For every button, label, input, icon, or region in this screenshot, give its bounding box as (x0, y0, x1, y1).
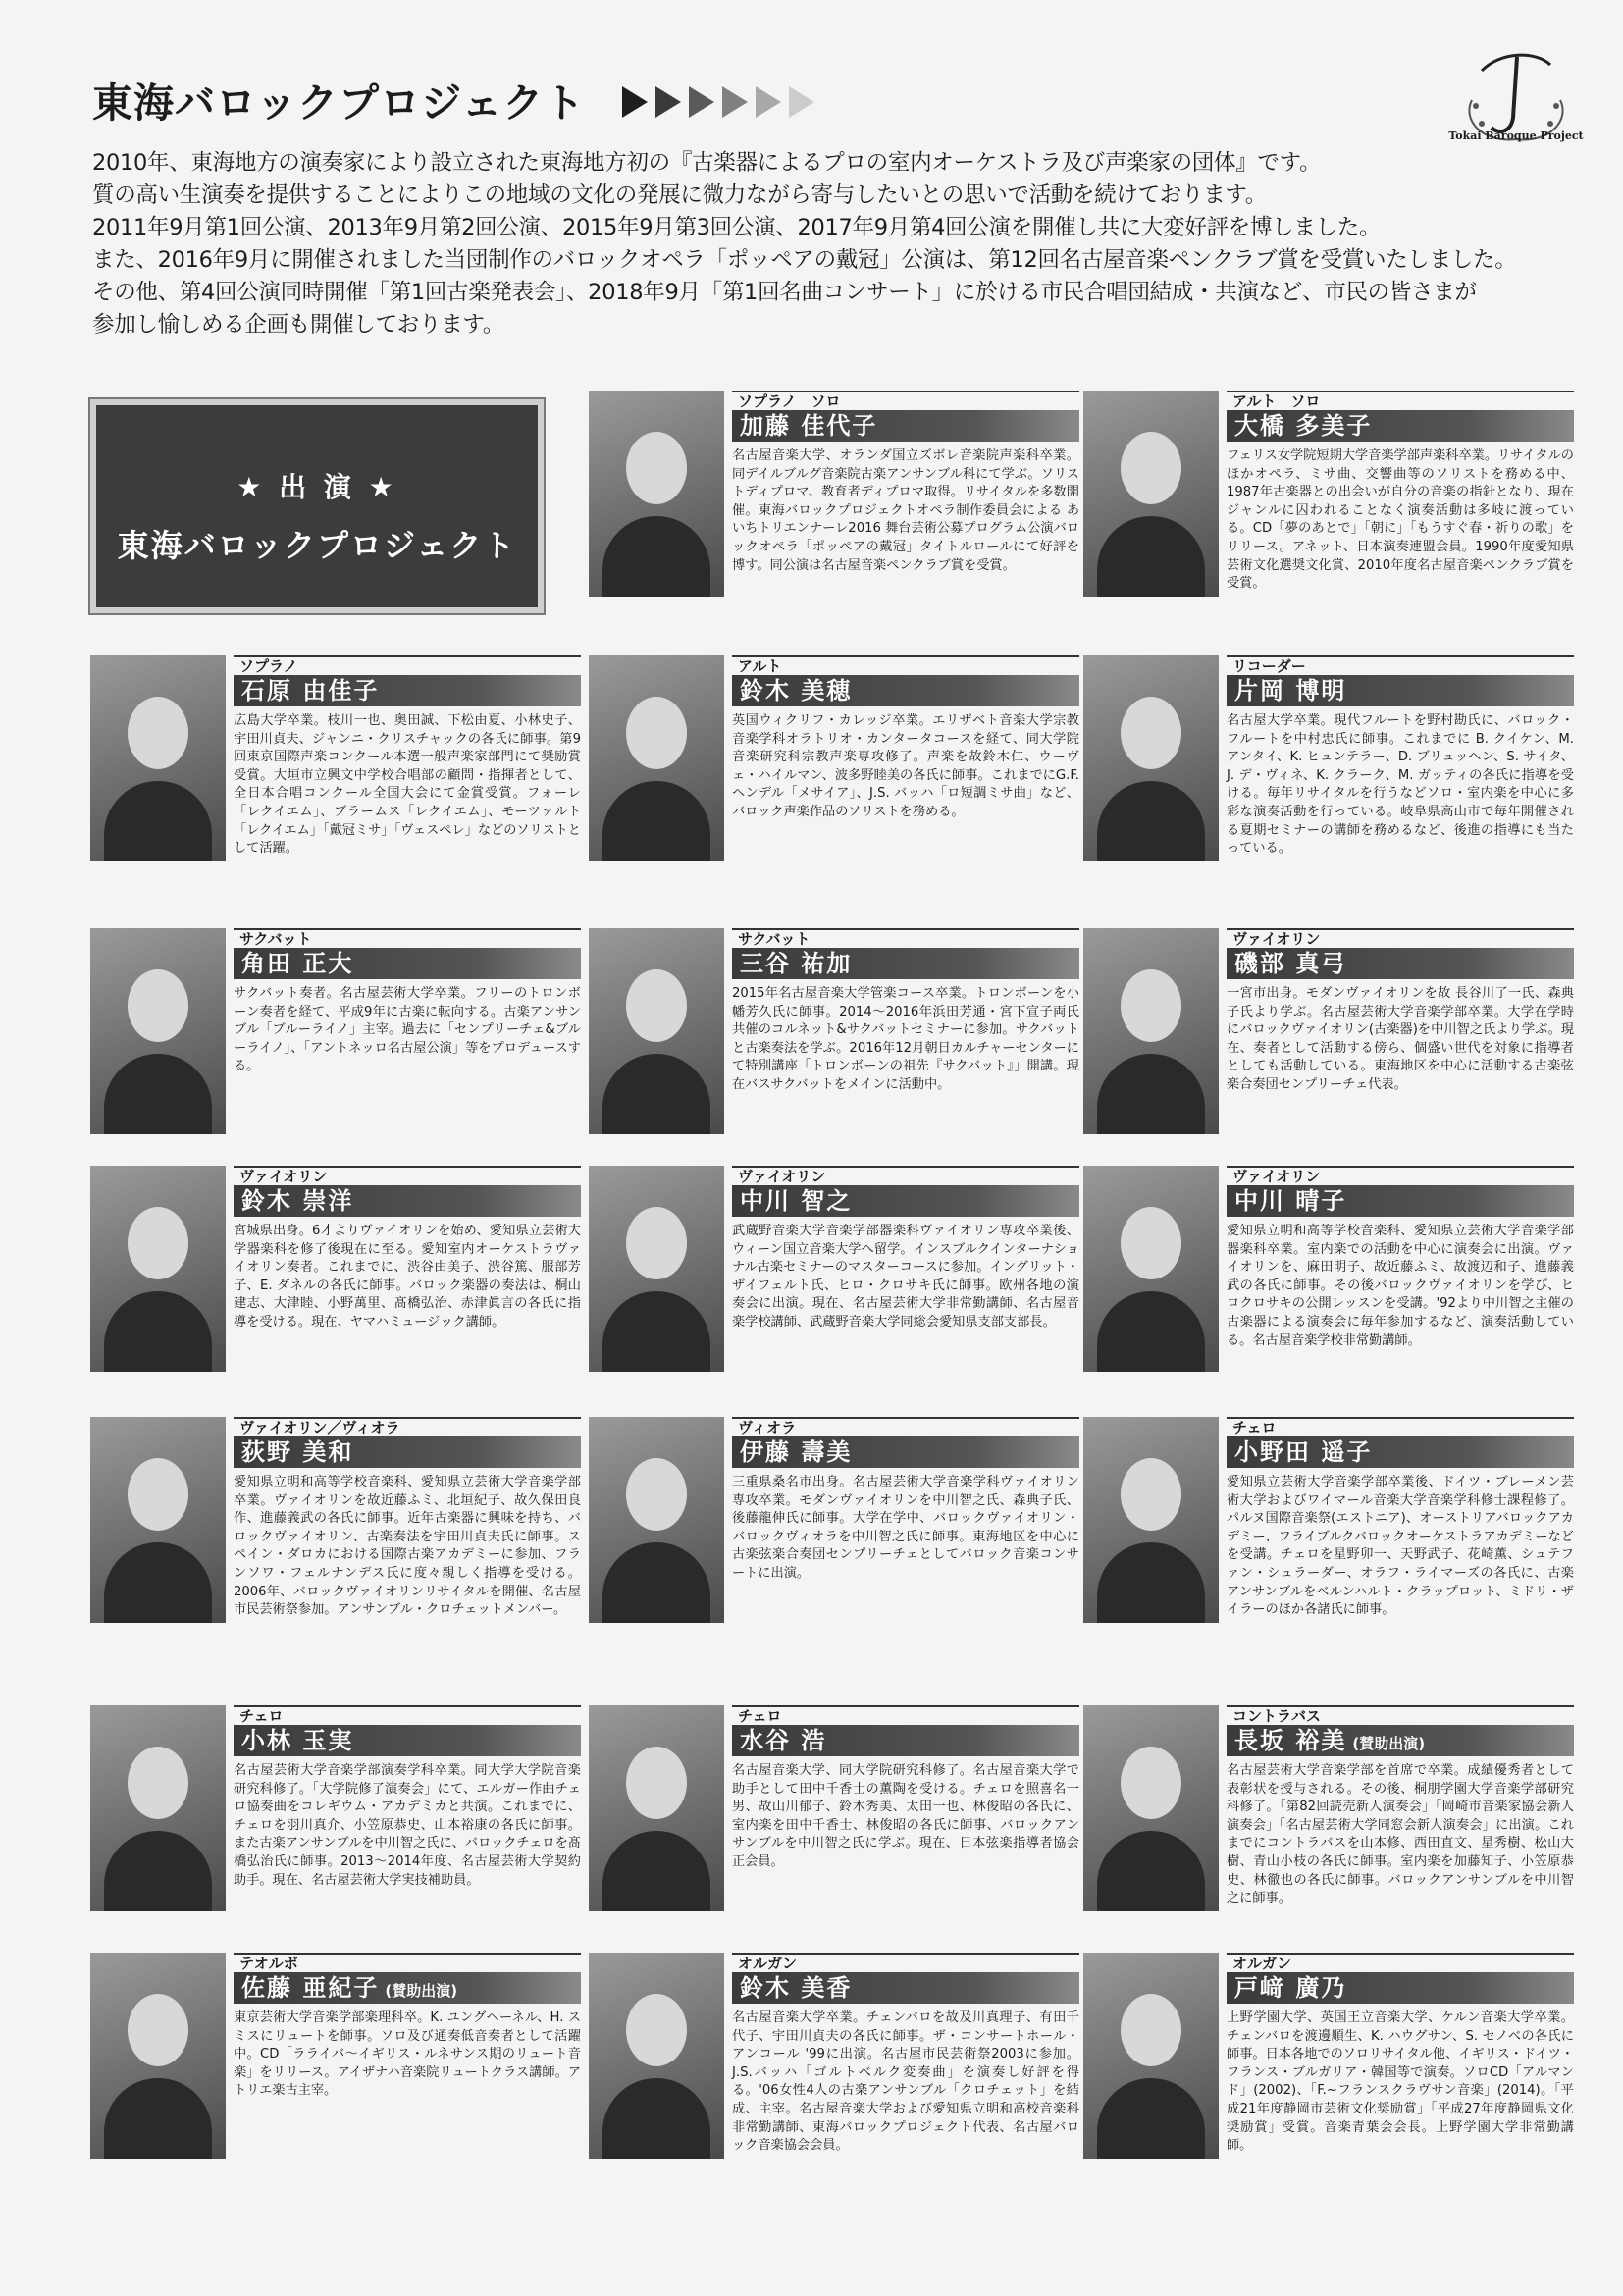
arrow-2-icon (655, 86, 681, 118)
performer-role: チェロ (732, 1705, 1079, 1723)
performer-name: 荻野 美和 (241, 1438, 354, 1466)
performer-bio-text: 名古屋音楽大学、同大学院研究科修了。名古屋音楽大学で助手として田中千香士の薫陶を受ける。チェロを照喜名一男、故山川郁子、鈴木秀美、太田一也、林俊昭の各氏に、室内楽を田中千香士、林俊昭の各氏に師事、バロックアンサンブルを中川智之氏に学ぶ。現在、日本弦楽指導者協会正会員。 (732, 1763, 1079, 1869)
performer-name: 鈴木 美穂 (740, 677, 853, 704)
performer-name-bar (234, 1436, 581, 1468)
performer-bio (589, 447, 1079, 597)
performer-name-bar (1227, 1436, 1574, 1468)
performer-role: オルガン (732, 1953, 1079, 1970)
profile-card (589, 655, 1079, 889)
performer-bio-text: 愛知県立明和高等学校音楽科、愛知県立芸術大学音楽学部器楽科卒業。室内楽での活動を中心に演奏会に出演。ヴァイオリンを、麻田明子、故近藤ふミ、故渡辺和子、進藤義武の各氏に師事。その後バロックヴァイオリンを学び、ヒロクロサキの公開レッスンを受講。'92より中川智之主催の古楽器による演奏会に毎年参加するなど、演奏活動している。名古屋音楽学校非常勤講師。 (1227, 1224, 1574, 1348)
profile-card (90, 1166, 581, 1399)
performer-bio (1083, 1474, 1574, 1623)
profile-card (589, 928, 1079, 1162)
profile-card (589, 1166, 1079, 1399)
performer-name: 小林 玉実 (241, 1727, 354, 1754)
performer-bio (589, 2009, 1079, 2159)
performer-name-bar (1227, 1972, 1574, 2004)
performer-role: サクバット (732, 928, 1079, 946)
performer-name-bar (234, 1725, 581, 1756)
performer-role: ヴィオラ (732, 1417, 1079, 1435)
performer-name: 水谷 浩 (740, 1727, 827, 1754)
performer-bio-text: 名古屋大学卒業。現代フルートを野村勘氏に、バロック・フルートを中村忠氏に師事。これまでに B. クイケン、M. アンタイ、K. ヒュンテラー、D. ブリュッヘン、S. サイタ、J. デ・ヴィネ、K. クラーク、M. ガッティの各氏に指導を受ける。毎年リサイタルを行うなどソロ・室内楽を中心に多彩な演奏活動を行っている。岐阜県高山市で毎年開催される夏期セミナーの講師を務めるなど、後進の指導にも当たっている。 (1227, 713, 1574, 857)
performer-bio (90, 985, 581, 1134)
performer-name-bar (732, 1436, 1079, 1468)
performer-name: 佐藤 亜紀子 (241, 1974, 380, 2002)
arrow-4-icon (722, 86, 748, 118)
performer-bio (1083, 1762, 1574, 1911)
intro-line: その他、第4回公演同時開催「第1回古楽発表会」、2018年9月「第1回名曲コンサート」に於ける市民合唱団結成・共演など、市民の皆さまが (92, 280, 1477, 305)
performer-role: オルガン (1227, 1953, 1574, 1970)
performer-name-bar (732, 1725, 1079, 1756)
profile-card (589, 391, 1079, 624)
performer-name: 加藤 佳代子 (740, 412, 878, 440)
performer-name-bar (1227, 675, 1574, 706)
profile-card (589, 1705, 1079, 1939)
performer-name: 中川 晴子 (1234, 1187, 1347, 1215)
performer-name: 片岡 博明 (1234, 677, 1347, 704)
performer-name: 鈴木 崇洋 (241, 1187, 354, 1215)
profile-card (589, 1953, 1079, 2186)
performer-role: ソプラノ (234, 655, 581, 673)
performer-name: 三谷 祐加 (740, 950, 853, 977)
arrow-6-icon (789, 86, 814, 118)
performer-name-bar (1227, 948, 1574, 979)
profile-card (589, 1417, 1079, 1650)
performer-name-bar (732, 1972, 1079, 2004)
performer-name-bar (732, 1185, 1079, 1217)
performer-bio (589, 985, 1079, 1134)
performer-bio-text: 英国ウィクリフ・カレッジ卒業。エリザベト音楽大学宗教音楽学科オラトリオ・カンタータコースを経て、同大学院音楽研究科宗教声楽専攻修了。声楽を故鈴木仁、ウーヴェ・ハイルマン、波多野睦美の各氏に師事。これまでにG.F. ヘンデル「メサイア」、J.S. バッハ「ロ短調ミサ曲」など、バロック声楽作品のソリストを務める。 (732, 713, 1079, 819)
intro-line: 参加し愉しめる企画も開催しております。 (92, 312, 505, 338)
performer-role: アルト (732, 655, 1079, 673)
performer-name-bar (1227, 410, 1574, 442)
performer-bio (1083, 2009, 1574, 2159)
performer-name-bar (1227, 1725, 1574, 1756)
profile-card (1083, 655, 1574, 889)
cast-heading: ★ 出 演 ★ (236, 471, 397, 503)
performer-bio (90, 1762, 581, 1911)
performer-bio-text: 宮城県出身。6才よりヴァイオリンを始め、愛知県立芸術大学器楽科を修了後現在に至る。愛知室内オーケストラヴァイオリン奏者。これまでに、渋谷由美子、渋谷篤、服部芳子、E. ダネルの各氏に師事。バロック楽器の奏法は、桐山建志、大津睦、小野萬里、髙橋弘治、赤津眞言の各氏に指導を受ける。現在、ヤマハミュージック講師。 (234, 1224, 581, 1330)
performer-note: (賛助出演) (385, 1982, 458, 2000)
performer-name-bar (732, 948, 1079, 979)
intro-line: 質の高い生演奏を提供することによりこの地域の文化の発展に微力ながら寄与したいとの思いで活動を続けております。 (92, 183, 1268, 208)
performer-name: 角田 正大 (241, 950, 354, 977)
performer-name-bar (234, 1972, 581, 2004)
cast-box (90, 399, 544, 613)
performer-role: リコーダー (1227, 655, 1574, 673)
performer-bio (1083, 447, 1574, 597)
arrow-3-icon (689, 86, 714, 118)
performer-name-bar (234, 948, 581, 979)
performer-bio-text: 2015年名古屋音楽大学管楽コース卒業。トロンボーンを小幡芳久氏に師事。2014～2016年浜田芳通・宮下宣子両氏共催のコルネット&サクバットセミナーに参加。サクバットと古楽奏法を学ぶ。2016年12月朝日カルチャーセンターにて特別講座「トロンボーンの祖先『サクバット』」開講。現在バスサクバットをメインに活動中。 (732, 986, 1079, 1092)
performer-bio-text: 名古屋芸術大学音楽学部演奏学科卒業。同大学大学院音楽研究科修了。「大学院修了演奏会」にて、エルガー作曲チェロ協奏曲をコレギウム・アカデミカと共演。これまでに、チェロを羽川真介、小笠原恭史、山本裕康の各氏に師事。また古楽アンサンブルを中川智之氏に、バロックチェロを髙橋弘治氏に師事。2013～2014年度、名古屋芸術大学契約助手。現在、名古屋芸術大学実技補助員。 (234, 1763, 581, 1888)
performer-note: (賛助出演) (1352, 1735, 1426, 1752)
performer-name: 戸﨑 廣乃 (1234, 1974, 1347, 2002)
performer-name: 長坂 裕美 (1234, 1727, 1347, 1754)
intro-line: 2010年、東海地方の演奏家により設立された東海地方初の『古楽器によるプロの室内オーケストラ及び声楽家の団体』です。 (92, 150, 1322, 176)
performer-bio (589, 1474, 1079, 1623)
performer-name: 磯部 真弓 (1234, 950, 1347, 977)
performer-role: ヴァイオリン (234, 1166, 581, 1183)
profile-card (90, 1417, 581, 1650)
page-title: 東海バロックプロジェクト (92, 79, 586, 127)
profile-card (1083, 1953, 1574, 2186)
cast-group-name: 東海バロックプロジェクト (117, 527, 517, 564)
performer-name: 鈴木 美香 (740, 1974, 853, 2002)
performer-bio (589, 712, 1079, 861)
performer-role: チェロ (1227, 1417, 1574, 1435)
performer-role: ソプラノ ソロ (732, 391, 1079, 408)
performer-bio-text: 東京芸術大学音楽学部楽理科卒。K. ユングヘーネル、H. スミスにリュートを師事。ソロ及び通奏低音奏者として活躍中。CD「ラライバ～イギリス・ルネサンス期のリュート音楽」をリリース。アイザナハ音楽院リュートクラス講師。アトリエ楽古主宰。 (234, 2010, 581, 2099)
arrow-1-icon (622, 86, 648, 118)
performer-name: 大橋 多美子 (1234, 412, 1373, 440)
profile-card (1083, 1417, 1574, 1650)
performer-name: 伊藤 壽美 (740, 1438, 853, 1466)
performer-role: アルト ソロ (1227, 391, 1574, 408)
performer-bio (90, 712, 581, 861)
performer-bio (589, 1223, 1079, 1372)
performer-bio-text: 武蔵野音楽大学音楽学部器楽科ヴァイオリン専攻卒業後、ウィーン国立音楽大学へ留学。インスブルクインターナショナル古楽セミナーのマスターコースに参加。イングリット・ザイフェルト氏、ヒロ・クロサキ氏に師事。欧州各地の演奏会に出演。現在、名古屋芸術大学非常勤講師、名古屋音楽学校講師、武蔵野音楽大学同総会愛知県支部支部長。 (732, 1224, 1079, 1330)
performer-name: 石原 由佳子 (241, 677, 380, 704)
performer-name: 小野田 遥子 (1234, 1438, 1373, 1466)
arrow-decoration (622, 82, 838, 122)
profile-card (1083, 928, 1574, 1162)
performer-bio-text: 愛知県立明和高等学校音楽科、愛知県立芸術大学音楽学部卒業。ヴァイオリンを故近藤ふミ、北垣紀子、故久保田良作、進藤義武の各氏に師事。近年古楽器に興味を持ち、バロックヴァイオリン、古楽奏法を宇田川貞夫氏に師事。スペイン・ダロカにおける国際古楽アカデミーに参加、フランソワ・フェルナンデス氏に度々親しく指導を受ける。2006年、バロックヴァイオリンリサイタルを開催、名古屋市民芸術祭参加。アンサンブル・クロチェットメンバー。 (234, 1475, 581, 1618)
performer-role: ヴァイオリン (1227, 928, 1574, 946)
performer-role: テオルボ (234, 1953, 581, 1970)
performer-bio-text: フェリス女学院短期大学音楽学部声楽科卒業。リサイタルのほかオペラ、ミサ曲、交響曲等のソリストを務める中、1987年古楽器との出会いが自分の音楽の指針となり、現在ジャンルに囚われることなく演奏活動は多岐に渡っている。CD「夢のあとで」「朝に」「もうすぐ春・祈りの歌」をリリース。アネット、日本演奏連盟会員。1990年度愛知県芸術文化選奨文化賞、2010年度名古屋音楽ペンクラブ賞を受賞。 (1227, 448, 1574, 592)
logo-caption: Tokai Baroque Project (1448, 130, 1584, 142)
performer-role: ヴァイオリン／ヴィオラ (234, 1417, 581, 1435)
profile-card (90, 1705, 581, 1939)
profile-card (1083, 391, 1574, 624)
profile-card (90, 1953, 581, 2186)
performer-bio-text: 愛知県立芸術大学音楽学部卒業後、ドイツ・ブレーメン芸術大学およびワイマール音楽大学音楽学科修士課程修了。パルヌ国際音楽祭(エストニア)、オーストリアバロックアカデミー、フライブルクバロックオーケストラアカデミーなどを受講。チェロを星野卯一、天野武子、花崎薫、シュテファン・シュラーダー、オラフ・ライマーズの各氏に、古楽アンサンブルをベルンハルト・クラップロット、ミドリ・ザイラーのほか各諸氏に師事。 (1227, 1475, 1574, 1618)
profile-card (90, 928, 581, 1162)
performer-bio (1083, 712, 1574, 861)
profile-card (1083, 1166, 1574, 1399)
performer-bio-text: 上野学園大学、英国王立音楽大学、ケルン音楽大学卒業。チェンバロを渡邊順生、K. ハウグサン、S. セノベの各氏に師事。日本各地でのソロリサイタル他、イギリス・ドイツ・フランス・ブルガリア・韓国等で演奏。ソロCD「アルマンド」(2002)、「F.~フランスクラヴサン音楽」(2014)。「平成21年度静岡市芸術文化奨励賞」「平成27年度静岡県文化奨励賞」受賞。音楽青葉会会長。上野学園大学非常勤講師。 (1227, 2010, 1574, 2154)
performer-bio (90, 1223, 581, 1372)
profile-card (1083, 1705, 1574, 1939)
performer-bio-text: 三重県桑名市出身。名古屋芸術大学音楽学科ヴァイオリン専攻卒業。モダンヴァイオリンを中川智之氏、森典子氏、後藤龍伸氏に師事。大学在学中、バロックヴァイオリン・バロックヴィオラを中川智之氏に師事。東海地区を中心に古楽弦楽合奏団センプリーチェとしてバロック音楽コンサートに出演。 (732, 1475, 1079, 1581)
intro-line: また、2016年9月に開催されました当団制作のバロックオペラ「ポッペアの戴冠」公演は、第12回名古屋音楽ペンクラブ賞を受賞いたしました。 (92, 247, 1517, 273)
performer-name: 中川 智之 (740, 1187, 853, 1215)
performer-bio-text: サクバット奏者。名古屋芸術大学卒業。フリーのトロンボーン奏者を経て、平成9年に古楽に転向する。古楽アンサンブル「ブルーライノ」主宰。過去に「センプリーチェ&ブルーライノ」、「アントネッロ名古屋公演」等をプロデュースする。 (234, 986, 581, 1074)
intro-line: 2011年9月第1回公演、2013年9月第2回公演、2015年9月第3回公演、2017年9月第4回公演を開催し共に大変好評を博しました。 (92, 215, 1382, 240)
performer-bio-text: 名古屋芸術大学音楽学部を首席で卒業。成績優秀者として表彰状を授与される。その後、桐朋学園大学音楽学部研究科修了。「第82回読売新人演奏会」「岡崎市音楽家協会新人演奏会」「名古屋芸術大学同窓会新人演奏会」に出演。これまでにコントラバスを山本修、西田直文、星秀樹、松山大樹、青山小枝の各氏に師事。室内楽を加藤知子、小笠原恭史、林徹也の各氏に師事。バロックアンサンブルを中川智之に師事。 (1227, 1763, 1574, 1906)
performer-role: チェロ (234, 1705, 581, 1723)
performer-bio (589, 1762, 1079, 1911)
performer-bio-text: 名古屋音楽大学、オランダ国立ズボレ音楽院声楽科卒業。同デイルブルグ音楽院古楽アンサンブル科にて学ぶ。ソリストディプロマ、教育者ディプロマ取得。リサイタルを多数開催。東海バロックプロジェクトオペラ制作委員会による あいちトリエンナーレ2016 舞台芸術公募プログラム公演バロックオペラ「ポッペアの戴冠」タイトルロールにて好評を博す。同公演は名古屋音楽ペンクラブ賞を受賞。 (732, 448, 1079, 573)
performer-bio (1083, 1223, 1574, 1372)
performer-name-bar (1227, 1185, 1574, 1217)
performer-name-bar (234, 675, 581, 706)
performer-role: コントラバス (1227, 1705, 1574, 1723)
profile-card (90, 655, 581, 889)
performer-bio (1083, 985, 1574, 1134)
performer-role: ヴァイオリン (1227, 1166, 1574, 1183)
performer-name-bar (732, 410, 1079, 442)
performer-bio (90, 2009, 581, 2159)
performer-role: ヴァイオリン (732, 1166, 1079, 1183)
intro-text (92, 147, 1564, 341)
performer-bio (90, 1474, 581, 1623)
performer-bio-text: 一宮市出身。モダンヴァイオリンを故 長谷川了一氏、森典子氏より学ぶ。名古屋芸術大学音楽学部卒業。大学在学時にバロックヴァイオリン(古楽器)を中川智之氏より学ぶ。現在、奏者として活動する傍ら、個盛い世代を対象に指導者としても活動している。東海地区を中心に活動する古楽弦楽合奏団センプリーチェ代表。 (1227, 986, 1574, 1092)
arrow-5-icon (756, 86, 781, 118)
performer-bio-text: 名古屋音楽大学卒業。チェンバロを故及川真理子、有田千代子、宇田川貞夫の各氏に師事。ザ・コンサートホール・アンコール '99に出演。名古屋市民芸術祭2003に参加。J.S.バッハ「ゴルトベルク変奏曲」を演奏し好評を得る。'06女性4人の古楽アンサンブル「クロチェット」を結成、主宰。名古屋音楽大学および愛知県立明和高校音楽科非常勤講師、東海バロックプロジェクト代表、名古屋バロック音楽協会会員。 (732, 2010, 1079, 2154)
performer-name-bar (732, 675, 1079, 706)
performer-bio-text: 広島大学卒業。枝川一也、奥田誠、下松由夏、小林史子、宇田川貞夫、ジャンニ・クリスチャックの各氏に師事。第9回東京国際声楽コンクール本選一般声楽家部門にて奨励賞受賞。大垣市立興文中学校合唱部の顧問・指揮者として、全日本合唱コンクール全国大会にて金賞受賞。フォーレ「レクイエム」、ブラームス「レクイエム」、モーツァルト「レクイエム」「戴冠ミサ」「ヴェスペレ」などのソリストとして活躍。 (234, 713, 581, 857)
performer-name-bar (234, 1185, 581, 1217)
performer-role: サクバット (234, 928, 581, 946)
